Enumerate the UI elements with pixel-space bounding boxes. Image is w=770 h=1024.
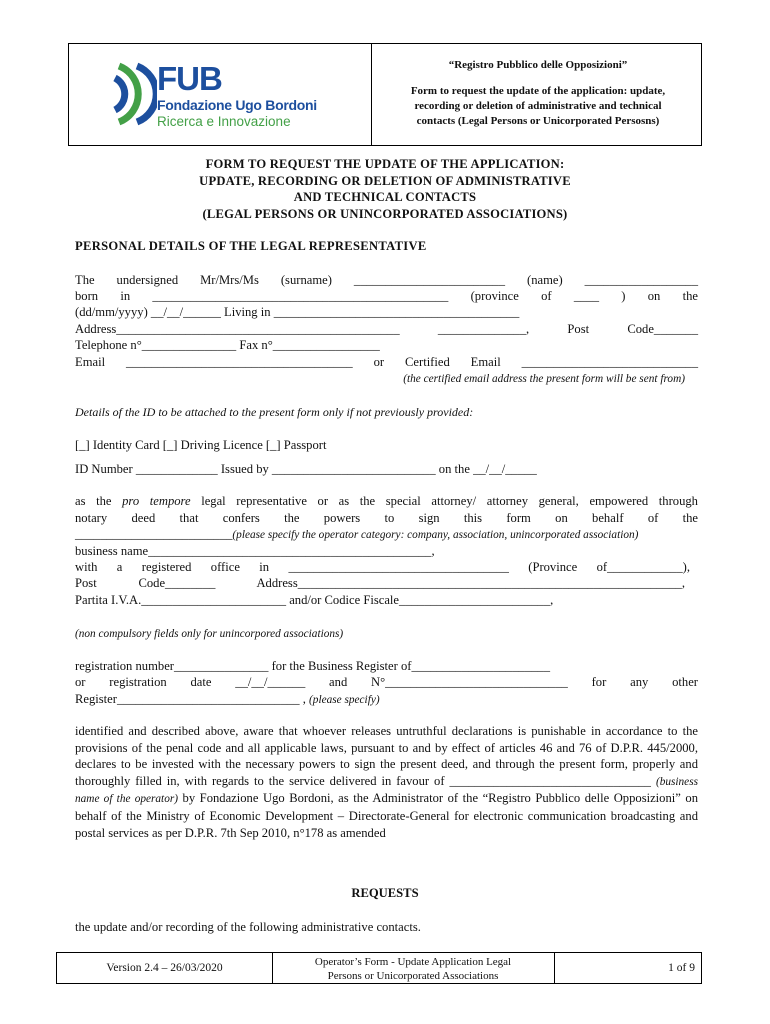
footer-table — [56, 952, 702, 984]
header-table — [68, 43, 702, 146]
logo-tagline: Ricerca e Innovazione — [157, 114, 291, 129]
fub-logo — [111, 54, 331, 134]
registration-number-line[interactable]: registration number_______________ for the Business Register of______________________ — [75, 659, 551, 673]
title-line: FORM TO REQUEST THE UPDATE OF THE APPLICATION: — [205, 157, 565, 171]
header-form-info — [377, 58, 699, 129]
vat-fiscal-line[interactable]: Partita I.V.A._______________________ and/or Codice Fiscale________________________, — [75, 593, 554, 607]
registry-name: “Registro Pubblico delle Opposizioni” — [448, 59, 628, 71]
id-type-options[interactable]: [_] Identity Card [_] Driving Licence [_] Passport — [75, 438, 327, 452]
postcode-address-line[interactable]: Post Code________ Address_____________________________________________________________, — [75, 576, 685, 590]
phone-fax-line[interactable]: Telephone n°_______________ Fax n°_________________ — [75, 338, 380, 352]
attorney-line-1: as the pro tempore legal representative or as the special attorney/ attorney general, empowered through — [75, 494, 698, 508]
footer-page-number: 1 of 9 — [668, 962, 695, 974]
footer-form-name — [272, 953, 555, 983]
attorney-line-2: notary deed that confers the powers to sign this form on behalf of the — [75, 511, 698, 525]
logo-name: Fondazione Ugo Bordoni — [157, 97, 317, 113]
dob-living-line[interactable]: (dd/mm/yyyy) __/__/______ Living in _______________________________________ — [75, 305, 520, 319]
pec-note: (the certified email address the present form will be sent from) — [403, 373, 685, 385]
operator-category-line[interactable]: _________________________(please specify the operator category: company, association, unincorporated association) — [75, 527, 639, 541]
business-name-line[interactable]: business name_____________________________________________, — [75, 544, 435, 558]
requests-text: the update and/or recording of the following administrative contacts. — [75, 920, 421, 934]
form-desc-line: recording or deletion of administrative and technical — [414, 100, 662, 112]
non-compulsory-note: (non compulsory fields only for unincorpored associations) — [75, 628, 344, 640]
title-line: (LEGAL PERSONS OR UNINCORPORATED ASSOCIATIONS) — [202, 206, 568, 221]
address-line[interactable]: Address_____________________________________________ ______________, Post Code_______ — [75, 322, 698, 336]
header-divider — [371, 44, 372, 145]
form-desc-line: contacts (Legal Persons or Unicorporated Persosns) — [416, 115, 660, 127]
declaration-paragraph: identified and described above, aware that whoever releases untruthful declarations is punishable in accordance to the provisions of the penal code and all applicable laws, pursuant to and by effect of articles 46 and 76 of D.P.R. 445/2000, declares to be invested with the necessary powers to sign the present deed, and through the present form, properly and thoroughly filled in, with regards to the service delivered in favour of ________________________________ (business name of the operator) by Fondazione Ugo Bordoni, as the Administrator of the “Registro Pubblico delle Opposizioni” on behalf of the Ministry of Economic Development – Directorate-General for electronic communication broadcasting and postal services as per D.P.R. 7th Sep 2010, n°178 as amended — [75, 724, 698, 840]
title-line: AND TECHNICAL CONTACTS — [293, 190, 477, 204]
fub-arc-logo-icon — [111, 54, 157, 134]
section-title: PERSONAL DETAILS OF THE LEGAL REPRESENTATIVE — [75, 239, 427, 253]
footer-form-line: Persons or Unicorporated Associations — [327, 970, 499, 982]
email-line[interactable]: Email ____________________________________ or Certified Email ____________________________ — [75, 355, 698, 369]
footer-version: Version 2.4 – 26/03/2020 — [57, 953, 273, 983]
document-title — [68, 156, 702, 222]
logo-brand: FUB — [157, 60, 222, 97]
title-line: UPDATE, RECORDING OR DELETION OF ADMINISTRATIVE — [199, 173, 571, 188]
registration-date-line[interactable]: or registration date __/__/______ and N°_____________________________ for any other — [75, 675, 698, 689]
register-line[interactable]: Register_____________________________ , (please specify) — [75, 692, 380, 706]
id-intro: Details of the ID to be attached to the present form only if not previously provided: — [75, 405, 474, 419]
form-desc-line: Form to request the update of the application: update, — [410, 85, 666, 97]
birth-line[interactable]: born in _______________________________________________ (province of ____ ) on the — [75, 289, 698, 303]
surname-name-line[interactable]: The undersigned Mr/Mrs/Ms (surname) ________________________ (name) __________________ — [75, 273, 698, 287]
footer-form-line: Operator’s Form - Update Application Legal — [314, 956, 512, 968]
registered-office-line[interactable]: with a registered office in ___________________________________ (Province of____________), — [75, 560, 690, 574]
requests-heading: REQUESTS — [351, 886, 419, 900]
id-number-line[interactable]: ID Number _____________ Issued by __________________________ on the __/__/_____ — [75, 462, 537, 476]
